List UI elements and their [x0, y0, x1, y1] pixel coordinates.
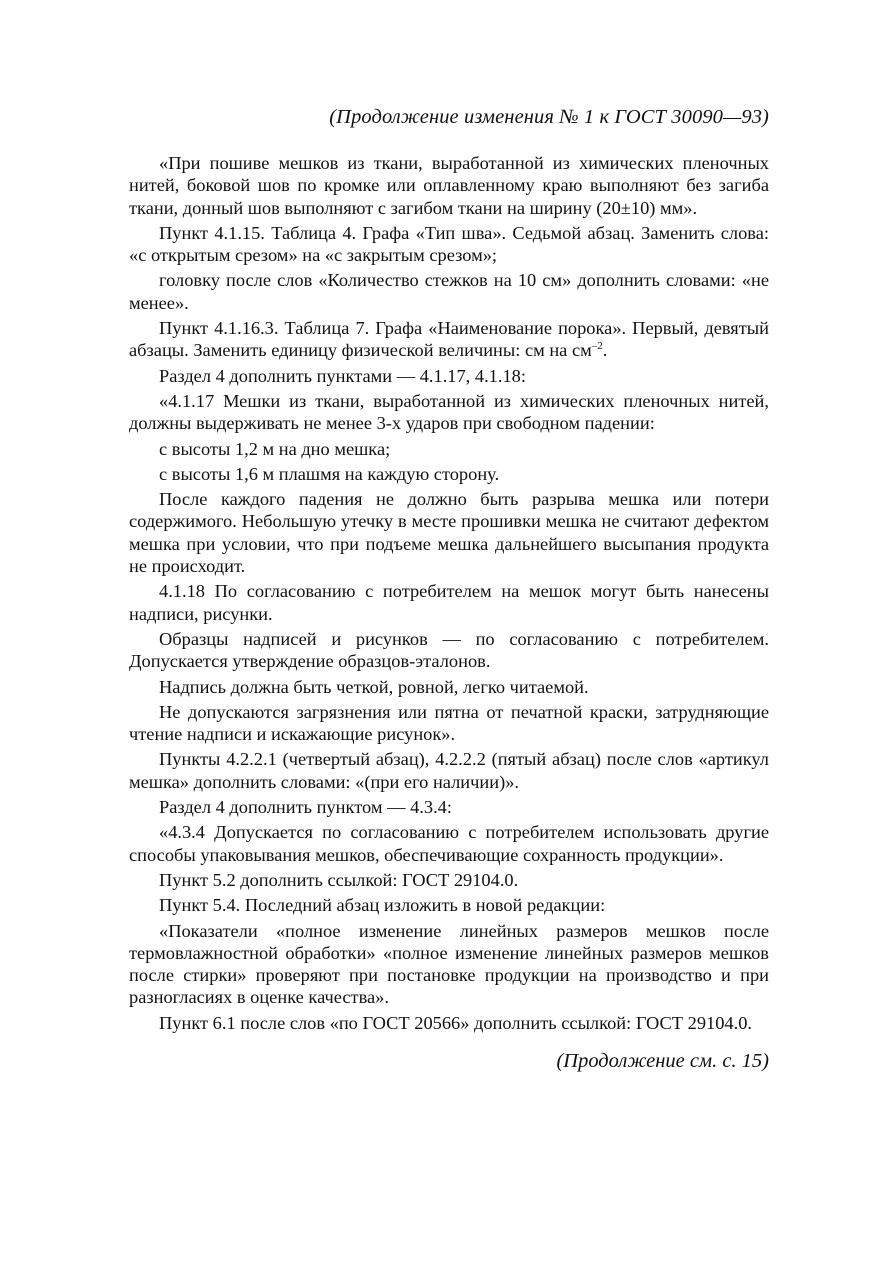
document-page [129, 104, 769, 1074]
paragraph-height-1-2: с высоты 1,2 м на дно мешка; [159, 438, 391, 459]
continuation-footer: (Продолжение см. с. 15) [556, 1049, 769, 1072]
paragraph-inscription-quality: Надпись должна быть четкой, ровной, легко читаемой. [159, 676, 589, 697]
paragraph-no-stains: Не допускаются загрязнения или пятна от печатной краски, затрудняющие чтение надписи и искажающие рисунок». [129, 701, 769, 745]
paragraph-item-5-2: Пункт 5.2 дополнить ссылкой: ГОСТ 29104.0. [159, 869, 519, 890]
continuation-header: (Продолжение изменения № 1 к ГОСТ 30090—93) [329, 106, 769, 128]
paragraph-section-4-addition: Раздел 4 дополнить пунктами — 4.1.17, 4.1.18: [159, 365, 526, 386]
paragraph-item-4-3-4: «4.3.4 Допускается по согласованию с потребителем использовать другие способы упаковывания мешков, обеспечивающие сохранность продукции». [129, 822, 769, 865]
paragraph-item-5-4: Пункт 5.4. Последний абзац изложить в новой редакции: [159, 895, 606, 916]
paragraph-item-4-1-15: Пункт 4.1.15. Таблица 4. Графа «Тип шва». Седьмой абзац. Заменить слова: «с открытым срезом» на «с закрытым срезом»; [129, 222, 769, 266]
paragraph-item-6-1: Пункт 6.1 после слов «по ГОСТ 20566» дополнить ссылкой: ГОСТ 29104.0. [159, 1012, 752, 1033]
paragraph-items-4-2-2: Пункты 4.2.2.1 (четвертый абзац), 4.2.2.2 (пятый абзац) после слов «артикул мешка» дополнить словами: «(при его наличии)». [129, 749, 769, 792]
paragraph-item-4-1-16-3 [129, 317, 769, 362]
item-4-1-16-3-period: . [602, 340, 608, 361]
paragraph-header-addition: головку после слов «Количество стежков на 10 см» дополнить словами: «не менее». [129, 270, 769, 313]
paragraph-indicators: «Показатели «полное изменение линейных размеров мешков после термовлажностной обработки» «полное изменение линейных размеров мешков после стирки» проверяют при постановке продукции на производство и при разногласиях в оценке качества». [129, 920, 769, 1008]
paragraph-sewing-seams: «При пошиве мешков из ткани, выработанной из химических пленочных нитей, боковой шов по кромке или оплавленному краю выполняют без загиба ткани, донный шов выполняют с загибом ткани на ширину (20±10) мм». [129, 153, 769, 218]
paragraph-item-4-1-18: 4.1.18 По согласованию с потребителем на мешок могут быть нанесены надписи, рисунки. [129, 581, 769, 624]
paragraph-samples: Образцы надписей и рисунков — по согласованию с потребителем. Допускается утверждение образцов-эталонов. [129, 628, 769, 672]
paragraph-after-drop: После каждого падения не должно быть разрыва мешка или потери содержимого. Небольшую утечку в месте прошивки мешка не считают дефектом мешка при условии, что при подъеме мешка дальнейшего высыпания продукта не происходит. [129, 489, 769, 577]
item-4-1-16-3-text: Пункт 4.1.16.3. Таблица 7. Графа «Наименование порока». Первый, девятый абзацы. Заменить единицу физической величины: см на см [129, 318, 769, 361]
paragraph-item-4-1-17: «4.1.17 Мешки из ткани, выработанной из химических пленочных нитей, должны выдерживать не менее 3-х ударов при свободном падении: [129, 390, 769, 434]
unit-exponent: –2 [591, 340, 603, 353]
paragraph-height-1-6: с высоты 1,6 м плашмя на каждую сторону. [159, 463, 500, 484]
paragraph-section-4-item-4-3-4: Раздел 4 дополнить пунктом — 4.3.4: [159, 797, 452, 818]
